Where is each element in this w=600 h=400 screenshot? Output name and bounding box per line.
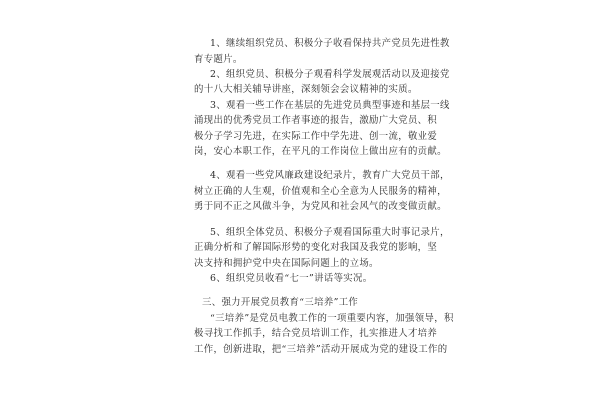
paragraph-line-1: “三培养”是党员电教工作的一项重要内容，加强领导，积	[210, 313, 454, 324]
item-3-line-3: 极分子学习先进，在实际工作中学先进、创一流，敬业爱	[194, 131, 438, 142]
item-2-line-2: 的十八大相关辅导讲座，深刻领会会议精神的实质。	[194, 84, 418, 95]
item-1-line-1: 1、继续组织党员、积极分子收看保持共产党员先进性教	[210, 38, 450, 49]
item-2-line-1: 2、组织党员、积极分子观看科学发展观活动以及迎接党	[210, 69, 450, 80]
item-4-line-1: 4、观看一些党风廉政建设纪录片，教育广大党员干部，	[210, 170, 450, 181]
section-heading: 三、强力开展党员教育“三培养”工作	[202, 297, 359, 308]
item-4-line-2: 树立正确的人生观，价值观和全心全意为人民服务的精神，	[194, 186, 447, 197]
item-3-line-4: 岗，安心本职工作，在平凡的工作岗位上做出应有的贡献。	[194, 146, 447, 157]
paragraph-line-2: 极寻找工作抓手，结合党员培训工作，扎实推进人才培养	[194, 328, 438, 339]
item-1-line-2: 育专题片。	[194, 54, 243, 65]
item-3-line-2: 涌现出的优秀党员工作者事迹的报告，激励广大党员、积	[194, 115, 438, 126]
item-5-line-1: 5、组织全体党员、积极分子观看国际重大时事记录片，	[210, 227, 450, 238]
item-6-line-1: 6、组织党员收看“七一”讲话等实况。	[210, 273, 373, 284]
item-5-line-2: 正确分析和了解国际形势的变化对我国及我党的影响，坚	[194, 242, 438, 253]
paragraph-line-3: 工作，创新进取，把“三培养”活动开展成为党的建设工作的	[194, 344, 448, 355]
item-5-line-3: 决支持和拥护党中央在国际问题上的立场。	[194, 258, 379, 269]
item-4-line-3: 勇于同不正之风做斗争，为党风和社会风气的改变做贡献。	[194, 201, 447, 212]
item-3-line-1: 3、观看一些工作在基层的先进党员典型事迹和基层一线	[210, 100, 450, 111]
